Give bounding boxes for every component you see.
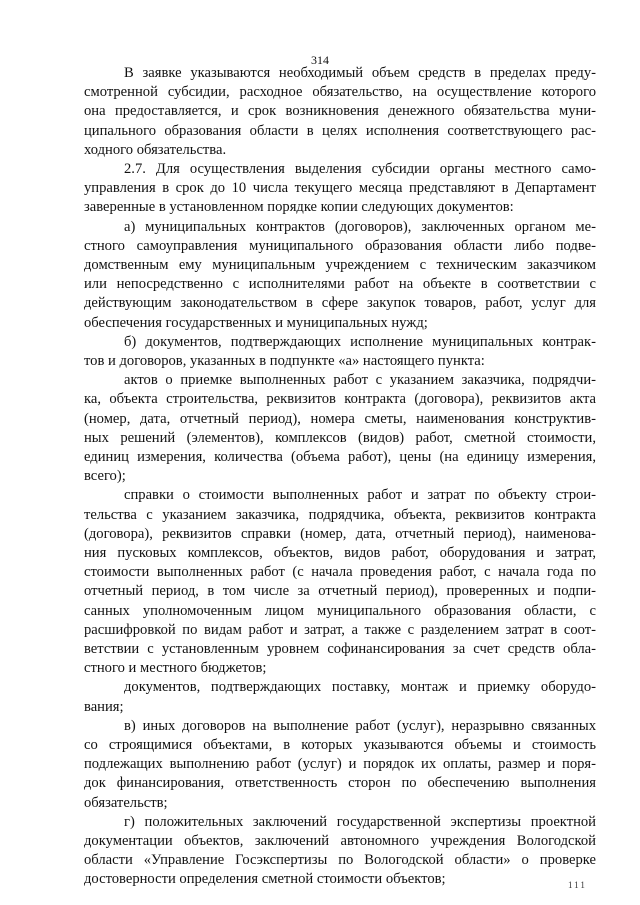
text-line: документации объектов, заключений автономного учреждения Вологодской [84,833,596,849]
text-line: единиц измерения, количества (объема работ), цены (на единицу измерения, [84,449,596,465]
text-line: актов о приемке выполненных работ с указанием заказчика, подрядчи- [124,372,596,389]
text-line: подлежащих выполнению работ (услуг) и порядок их оплаты, размер и поря- [84,756,596,773]
text-line: заверенные в установленном порядке копии следующих документов: [84,199,514,216]
text-line: ных решений (элементов), комплексов (видов) работ, сметной стоимости, [84,429,596,446]
text-line: а) муниципальных контрактов (договоров), заключенных органом ме- [124,218,596,235]
text-line: В заявке указываются необходимый объем средств в пределах преду- [124,65,596,81]
text-line: (договора), реквизитов справки (номер, дата, отчетный период), наименова- [84,525,596,542]
text-line: обязательств; [84,794,168,811]
text-line: (номер, дата, отчетный период), номера сметы, наименования конструктив- [84,410,596,427]
text-line: стоимости выполненных работ (с начала проведения работ, с начала года по [84,564,596,581]
text-line: док финансирования, ответственность сторон по обеспечению выполнения [84,775,596,792]
text-line: документов, подтверждающих поставку, монтаж и приемку оборудо- [124,679,596,696]
text-line: ветствии с установленным уровнем софинансирования за счет средств обла- [84,641,596,657]
text-line: всего); [84,468,126,485]
text-line: достоверности определения сметной стоимости объектов; [84,871,446,888]
corner-mark: 111 [568,880,587,890]
text-line: управления в срок до 10 числа текущего месяца представляют в Департамент [84,180,596,197]
text-line: обеспечения государственных и муниципальных нужд; [84,314,428,331]
text-line: стного и местного бюджетов; [84,660,267,677]
text-line: смотренной субсидии, расходное обязательство, на осуществление которого [84,84,596,101]
text-line: справки о стоимости выполненных работ и затрат по объекту строи- [124,487,596,504]
page-number: 314 [311,53,329,67]
text-line: со строящимися объектами, в которых указываются объемы и стоимость [84,737,596,753]
text-line: домственным ему муниципальным учреждением с техническим заказчиком [84,257,596,273]
text-line: действующим законодательством в сфере закупок товаров, работ, услуг для [84,295,596,312]
text-line: ка, объекта строительства, реквизитов контракта (договора), реквизитов акта [84,391,596,408]
text-line: ципального образования области в целях исполнения соответствующего рас- [84,122,596,139]
text-line: б) документов, подтверждающих исполнение муниципальных контрак- [124,333,596,350]
text-line: она предоставляется, и срок возникновения денежного обязательства муни- [84,103,596,120]
text-line: стного самоуправления муниципального образования области либо подве- [84,237,596,254]
text-line: отчетный период, в том числе за отчетный период), проверенных и подпи- [84,583,596,600]
text-line: тов и договоров, указанных в подпункте «а» настоящего пункта: [84,353,485,369]
text-line: или непосредственно с исполнителями работ на объекте в соответствии с [84,276,596,293]
text-line: тельства с указанием заказчика, подрядчика, объекта, реквизитов контракта [84,506,596,523]
text-line: г) положительных заключений государственной экспертизы проектной [124,813,596,830]
text-line: ния пусковых комплексов, объектов, видов работ, оборудования и затрат, [84,545,596,561]
text-line: 2.7. Для осуществления выделения субсидии органы местного само- [124,161,596,177]
text-line: области «Управление Госэкспертизы по Вологодской области» о проверке [84,852,596,869]
text-line: вания; [84,698,124,715]
text-line: в) иных договоров на выполнение работ (услуг), неразрывно связанных [124,717,596,734]
text-line: расшифровкой по видам работ и затрат, а также с разделением затрат в соот- [84,621,596,638]
text-line: ходного обязательства. [84,141,227,158]
text-line: санных уполномоченным лицом муниципального образования области, с [84,602,596,619]
